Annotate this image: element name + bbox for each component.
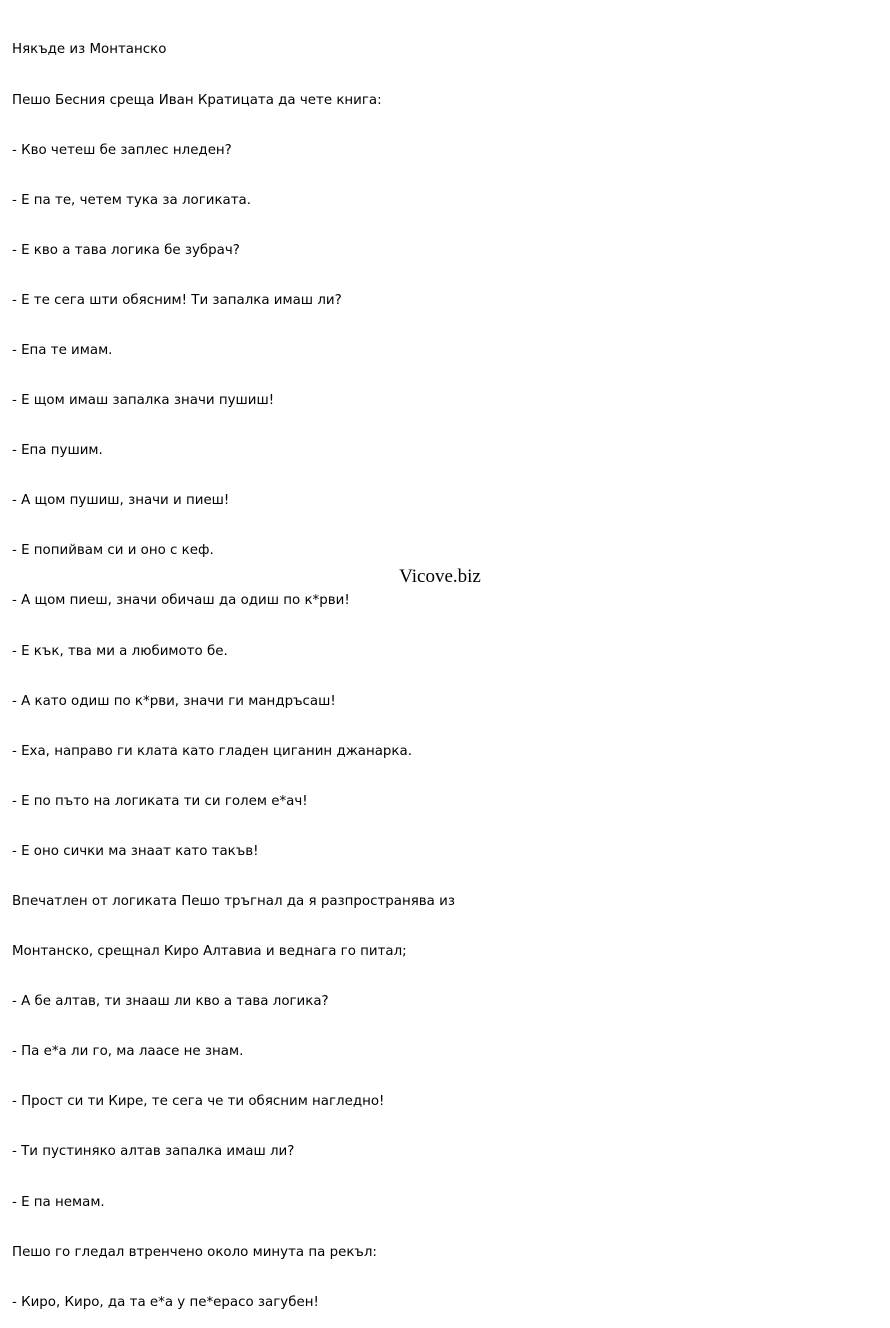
joke-line: - А бе алтав, ти знааш ли кво а тава логика? bbox=[12, 994, 329, 1010]
joke-line: - Е щом имаш запалка значи пушиш! bbox=[12, 393, 275, 409]
joke-line: - Ти пустиняко алтав запалка имаш ли? bbox=[12, 1144, 295, 1160]
joke-line: - Е па те, четем тука за логиката. bbox=[12, 192, 252, 208]
joke-line: - Епа те имам. bbox=[12, 342, 113, 358]
joke-line: - Е оно сички ма знаат като такъв! bbox=[12, 843, 259, 859]
joke-line: - Па е*а ли го, ма лаасе не знам. bbox=[12, 1044, 244, 1060]
joke-line: Пешо го гледал втренчено около минута па рекъл: bbox=[12, 1244, 377, 1260]
joke-line: - Кво четеш бе заплес нледен? bbox=[12, 142, 232, 158]
joke-line: Монтанско, срещнал Киро Алтавиа и веднага го питал; bbox=[12, 944, 407, 960]
joke-line: - А щом пушиш, значи и пиеш! bbox=[12, 493, 230, 509]
joke-line: - А като одиш по к*рви, значи ги мандръсаш! bbox=[12, 693, 336, 709]
joke-line: - Еха, направо ги клата като гладен циганин джанарка. bbox=[12, 743, 412, 759]
joke-line: - Е попийвам си и оно с кеф. bbox=[12, 543, 214, 559]
joke-text bbox=[12, 9, 872, 1328]
joke-line: - Е те сега шти обясним! Ти запалка имаш ли? bbox=[12, 292, 342, 308]
joke-line: - Епа пушим. bbox=[12, 443, 103, 459]
joke-line: Пешо Бесния среща Иван Кратицата да чете книга: bbox=[12, 92, 382, 108]
joke-line: - А щом пиеш, значи обичаш да одиш по к*рви! bbox=[12, 593, 350, 609]
joke-line: - Киро, Киро, да та е*а у пе*ерасо загубен! bbox=[12, 1294, 319, 1310]
joke-line: Някъде из Монтанско bbox=[12, 42, 167, 58]
site-watermark: Vicove.biz bbox=[399, 566, 481, 587]
joke-line: - Прост си ти Кире, те сега че ти обясним нагледно! bbox=[12, 1094, 385, 1110]
joke-line: - Е па немам. bbox=[12, 1194, 105, 1210]
joke-line: - Е кво а тава логика бе зубрач? bbox=[12, 242, 240, 258]
joke-line: - Е по пъто на логиката ти си голем е*ач! bbox=[12, 793, 308, 809]
joke-line: Впечатлен от логиката Пешо тръгнал да я разпространява из bbox=[12, 894, 455, 909]
joke-line: - Е кък, тва ми а любимото бе. bbox=[12, 643, 228, 659]
